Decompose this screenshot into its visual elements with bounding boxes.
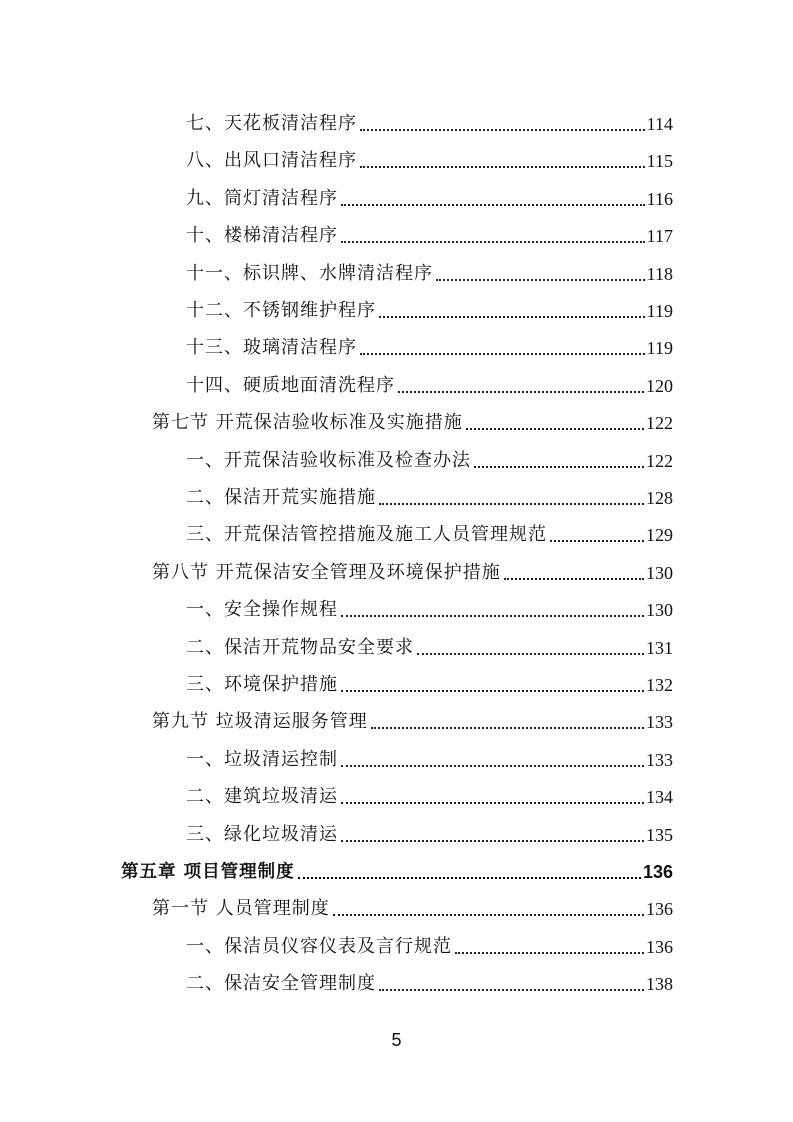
toc-entry-page-number: 133 bbox=[646, 712, 673, 733]
toc-dot-leader bbox=[398, 391, 644, 393]
toc-dot-leader bbox=[417, 653, 644, 655]
toc-entry-page-number: 135 bbox=[646, 824, 673, 845]
toc-entry-page-number: 119 bbox=[646, 301, 673, 321]
toc-entry-title: 十三、玻璃清洁程序 bbox=[186, 337, 357, 359]
toc-dot-leader bbox=[341, 204, 645, 206]
toc-subsection-entry[interactable] bbox=[186, 586, 673, 622]
toc-entry-title: 一、保洁员仪容仪表及言行规范 bbox=[186, 935, 452, 957]
toc-dot-leader bbox=[341, 840, 644, 842]
toc-subsection-entry[interactable] bbox=[186, 511, 673, 547]
toc-entry-page-number: 120 bbox=[646, 375, 673, 396]
toc-entry-title: 一、垃圾清运控制 bbox=[186, 748, 338, 770]
toc-subsection-entry[interactable] bbox=[186, 811, 673, 847]
toc-dot-leader bbox=[341, 802, 644, 804]
toc-entry-page-number: 131 bbox=[646, 637, 673, 658]
toc-entry-page-number: 114 bbox=[646, 114, 673, 134]
toc-entry-title: 三、开荒保洁管控措施及施工人员管理规范 bbox=[186, 524, 547, 546]
toc-dot-leader bbox=[436, 279, 645, 281]
toc-entry-title: 三、环境保护措施 bbox=[186, 674, 338, 695]
toc-entry-title: 一、开荒保洁验收标准及检查办法 bbox=[186, 449, 471, 471]
toc-entry-page-number: 115 bbox=[646, 151, 673, 172]
toc-dot-leader bbox=[379, 989, 644, 991]
toc-entry-title: 十一、标识牌、水牌清洁程序 bbox=[186, 262, 433, 284]
toc-entry-title: 二、建筑垃圾清运 bbox=[186, 786, 338, 808]
toc-entry-title: 三、绿化垃圾清运 bbox=[186, 823, 338, 845]
toc-entry-title: 第五章 项目管理制度 bbox=[121, 862, 295, 882]
toc-entry-title: 十四、硬质地面清洗程序 bbox=[186, 374, 395, 396]
toc-dot-leader bbox=[341, 690, 644, 692]
toc-entry-title: 九、筒灯清洁程序 bbox=[186, 187, 338, 209]
toc-entry-page-number: 136 bbox=[646, 936, 673, 957]
toc-subsection-entry[interactable] bbox=[186, 287, 673, 323]
toc-dot-leader bbox=[360, 129, 645, 131]
toc-section-entry[interactable] bbox=[152, 549, 673, 585]
toc-dot-leader bbox=[379, 503, 644, 505]
toc-dot-leader bbox=[341, 615, 644, 617]
toc-dot-leader bbox=[455, 952, 644, 954]
toc-entry-title: 第八节 开荒保洁安全管理及环境保护措施 bbox=[152, 561, 501, 583]
toc-dot-leader bbox=[298, 877, 641, 879]
toc-entry-page-number: 136 bbox=[646, 899, 673, 920]
toc-subsection-entry[interactable] bbox=[186, 212, 673, 248]
toc-entry-page-number: 119 bbox=[646, 338, 673, 359]
toc-subsection-entry[interactable] bbox=[186, 362, 673, 398]
toc-dot-leader bbox=[504, 578, 644, 580]
toc-entry-page-number: 132 bbox=[646, 675, 673, 695]
toc-entry-page-number: 134 bbox=[646, 787, 673, 808]
toc-dot-leader bbox=[550, 540, 644, 542]
toc-subsection-entry[interactable] bbox=[186, 624, 673, 660]
toc-subsection-entry[interactable] bbox=[186, 250, 673, 286]
toc-entry-title: 十二、不锈钢维护程序 bbox=[186, 300, 376, 321]
toc-entry-page-number: 130 bbox=[646, 562, 673, 583]
toc-dot-leader bbox=[379, 316, 645, 318]
toc-subsection-entry[interactable] bbox=[186, 661, 673, 697]
toc-entry-title: 八、出风口清洁程序 bbox=[186, 150, 357, 172]
toc-entry-title: 第一节 人员管理制度 bbox=[152, 898, 330, 920]
toc-chapter-entry[interactable] bbox=[121, 848, 673, 884]
toc-dot-leader bbox=[474, 466, 644, 468]
toc-entry-page-number: 130 bbox=[646, 600, 673, 621]
toc-entry-title: 一、安全操作规程 bbox=[186, 599, 338, 621]
toc-subsection-entry[interactable] bbox=[186, 437, 673, 473]
toc-entry-title: 十、楼梯清洁程序 bbox=[186, 225, 338, 247]
toc-entry-page-number: 138 bbox=[646, 974, 673, 995]
toc-section-entry[interactable] bbox=[152, 399, 673, 435]
toc-entry-title: 第七节 开荒保洁验收标准及实施措施 bbox=[152, 412, 463, 434]
toc-entry-page-number: 122 bbox=[646, 450, 673, 471]
toc-entry-title: 第九节 垃圾清运服务管理 bbox=[152, 711, 368, 733]
toc-entry-page-number: 133 bbox=[646, 749, 673, 770]
toc-entry-title: 七、天花板清洁程序 bbox=[186, 113, 357, 134]
toc-subsection-entry[interactable] bbox=[186, 175, 673, 211]
page-number: 5 bbox=[391, 1030, 402, 1050]
toc-subsection-entry[interactable] bbox=[186, 923, 673, 959]
toc-entry-page-number: 122 bbox=[646, 413, 673, 434]
toc-subsection-entry[interactable] bbox=[186, 773, 673, 809]
toc-dot-leader bbox=[341, 241, 645, 243]
toc-entry-page-number: 118 bbox=[646, 263, 673, 284]
toc-dot-leader bbox=[371, 727, 644, 729]
toc-dot-leader bbox=[333, 914, 644, 916]
toc-entry-page-number: 136 bbox=[642, 862, 673, 882]
toc-dot-leader bbox=[360, 166, 645, 168]
toc-section-entry[interactable] bbox=[152, 885, 673, 921]
toc-entry-title: 二、保洁安全管理制度 bbox=[186, 973, 376, 995]
toc-subsection-entry[interactable] bbox=[186, 324, 673, 360]
toc-dot-leader bbox=[341, 765, 644, 767]
toc-subsection-entry[interactable] bbox=[186, 100, 673, 136]
toc-subsection-entry[interactable] bbox=[186, 736, 673, 772]
toc-entry-page-number: 129 bbox=[646, 525, 673, 546]
toc-subsection-entry[interactable] bbox=[186, 960, 673, 996]
toc-entry-title: 二、保洁开荒实施措施 bbox=[186, 487, 376, 508]
toc-entry-page-number: 116 bbox=[646, 188, 673, 209]
toc-section-entry[interactable] bbox=[152, 698, 673, 734]
toc-entry-page-number: 128 bbox=[646, 488, 673, 508]
toc-entry-page-number: 117 bbox=[646, 226, 673, 247]
toc-subsection-entry[interactable] bbox=[186, 137, 673, 173]
toc-dot-leader bbox=[466, 428, 644, 430]
toc-dot-leader bbox=[360, 353, 645, 355]
toc-entry-title: 二、保洁开荒物品安全要求 bbox=[186, 636, 414, 658]
toc-subsection-entry[interactable] bbox=[186, 474, 673, 510]
